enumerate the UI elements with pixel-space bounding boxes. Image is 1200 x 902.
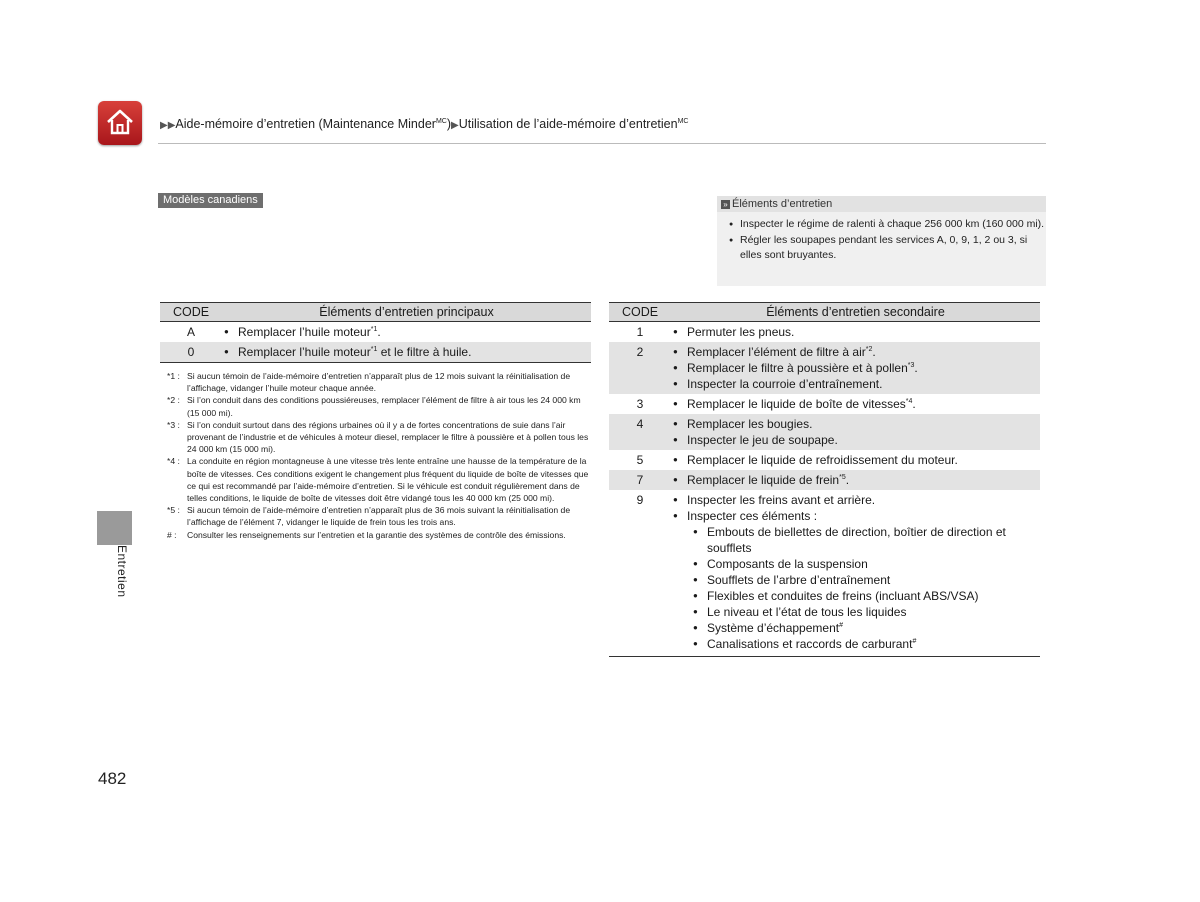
note-marker-icon: » [721, 200, 730, 209]
footnotes [167, 370, 591, 541]
footnote: *3 : Si l’on conduit surtout dans des régions urbaines où il y a de fortes concentrations de suie dans l’air provenant de l’industrie et de véhicules à moteur diesel, remplacer le filtre à poussière et à pollen tous les 24 000 km (15 000 mi). [167, 419, 589, 455]
sidenote-item: ● Inspecter le régime de ralenti à chaque 256 000 km (160 000 mi). [740, 217, 1046, 233]
header-divider [158, 143, 1046, 144]
footnote: *4 : La conduite en région montagneuse à une vitesse très lente entraîne une hausse de la température de la boîte de vitesses. Ces conditions exigent le changement plus fréquent du liquide de boîte de vitesses que ce qui est recommandé par l’aide-mémoire d’entretien. Si le véhicule est conduit régulièrement dans de telles conditions, le liquide de boîte de vitesses doit être vidangé tous les 40 000 km (25 000 mi). [167, 456, 589, 504]
column-header-items: Éléments d’entretien principaux [222, 303, 591, 322]
main-maintenance-table [160, 302, 591, 363]
footnote: # : Consulter les renseignements sur l’entretien et la garantie des systèmes de contrôle des émissions. [167, 529, 566, 540]
breadcrumb-arrow-icon: ▶ [451, 120, 459, 131]
footnote: *1 : Si aucun témoin de l’aide-mémoire d’entretien n’apparaît plus de 12 mois suivant la réinitialisation de l’affichage, vidanger l’huile moteur chaque année. [167, 371, 571, 394]
column-header-code: CODE [160, 303, 222, 322]
footnote: *5 : Si aucun témoin de l’aide-mémoire d’entretien n’apparaît plus de 36 mois suivant la réinitialisation de l’affichage de l’élément 7, vidanger le liquide de frein tous les trois ans. [167, 505, 571, 528]
table-row: 1 ● Permuter les pneus. [609, 322, 1040, 343]
home-icon [105, 107, 135, 137]
column-header-code: CODE [609, 303, 671, 322]
breadcrumb [160, 117, 688, 131]
table-row: A ● Remplacer l’huile moteur$^{*1}$. [160, 322, 591, 343]
section-tab[interactable] [97, 511, 132, 545]
table-row: 5 ● Remplacer le liquide de refroidissement du moteur. [609, 450, 1040, 470]
home-button[interactable] [98, 101, 142, 145]
table-row: 3 ● Remplacer le liquide de boîte de vitesses$^{*4}$. [609, 394, 1040, 414]
table-row: 9 ● Inspecter les freins avant et arrière. ● Inspecter ces éléments : ● Embouts de biellettes de direction, boîtier de direction et soufflets ● Composants de la suspension ● Soufflets de l’arbre d’entraînement ● Flexibles et conduites de freins (incluant ABS/VSA) ● Le niveau et l’état de tous les liquides ● Système d’échappement# ● Canalisations et raccords de carburant# [609, 490, 1040, 657]
sidenote-box [717, 196, 1046, 286]
table-row: 0 ● Remplacer l’huile moteur$^{*1}$ et le filtre à huile. [160, 342, 591, 363]
breadcrumb-arrow-icon: ▶▶ [160, 120, 176, 131]
secondary-maintenance-table [609, 302, 1040, 657]
footnote: *2 : Si l’on conduit dans des conditions poussiéreuses, remplacer l’élément de filtre à air tous les 24 000 km (15 000 mi). [167, 395, 581, 418]
breadcrumb-link-minder[interactable]: Aide-mémoire d’entretien (Maintenance Minder$^{MC}$) [175, 117, 451, 131]
page-number: 482 [98, 769, 127, 788]
sidenote-item: ● Régler les soupapes pendant les services A, 0, 9, 1, 2 ou 3, si elles sont bruyantes. [740, 233, 1046, 264]
section-label: Entretien [115, 545, 129, 598]
table-row: 7 ● Remplacer le liquide de frein$^{*5}$. [609, 470, 1040, 490]
model-badge: Modèles canadiens [158, 193, 263, 208]
breadcrumb-current: Utilisation de l’aide-mémoire d’entretien$^{MC}$ [458, 117, 689, 131]
table-row: 4 ● Remplacer les bougies. ● Inspecter le jeu de soupape. [609, 414, 1040, 450]
table-row: 2 ● Remplacer l’élément de filtre à air$^{*2}$. ● Remplacer le filtre à poussière et à pollen$^{*3}$. ● Inspecter la courroie d’entraînement. [609, 342, 1040, 394]
column-header-items: Éléments d’entretien secondaire [671, 303, 1040, 322]
sidenote-header: » Éléments d’entretien [717, 196, 1046, 212]
